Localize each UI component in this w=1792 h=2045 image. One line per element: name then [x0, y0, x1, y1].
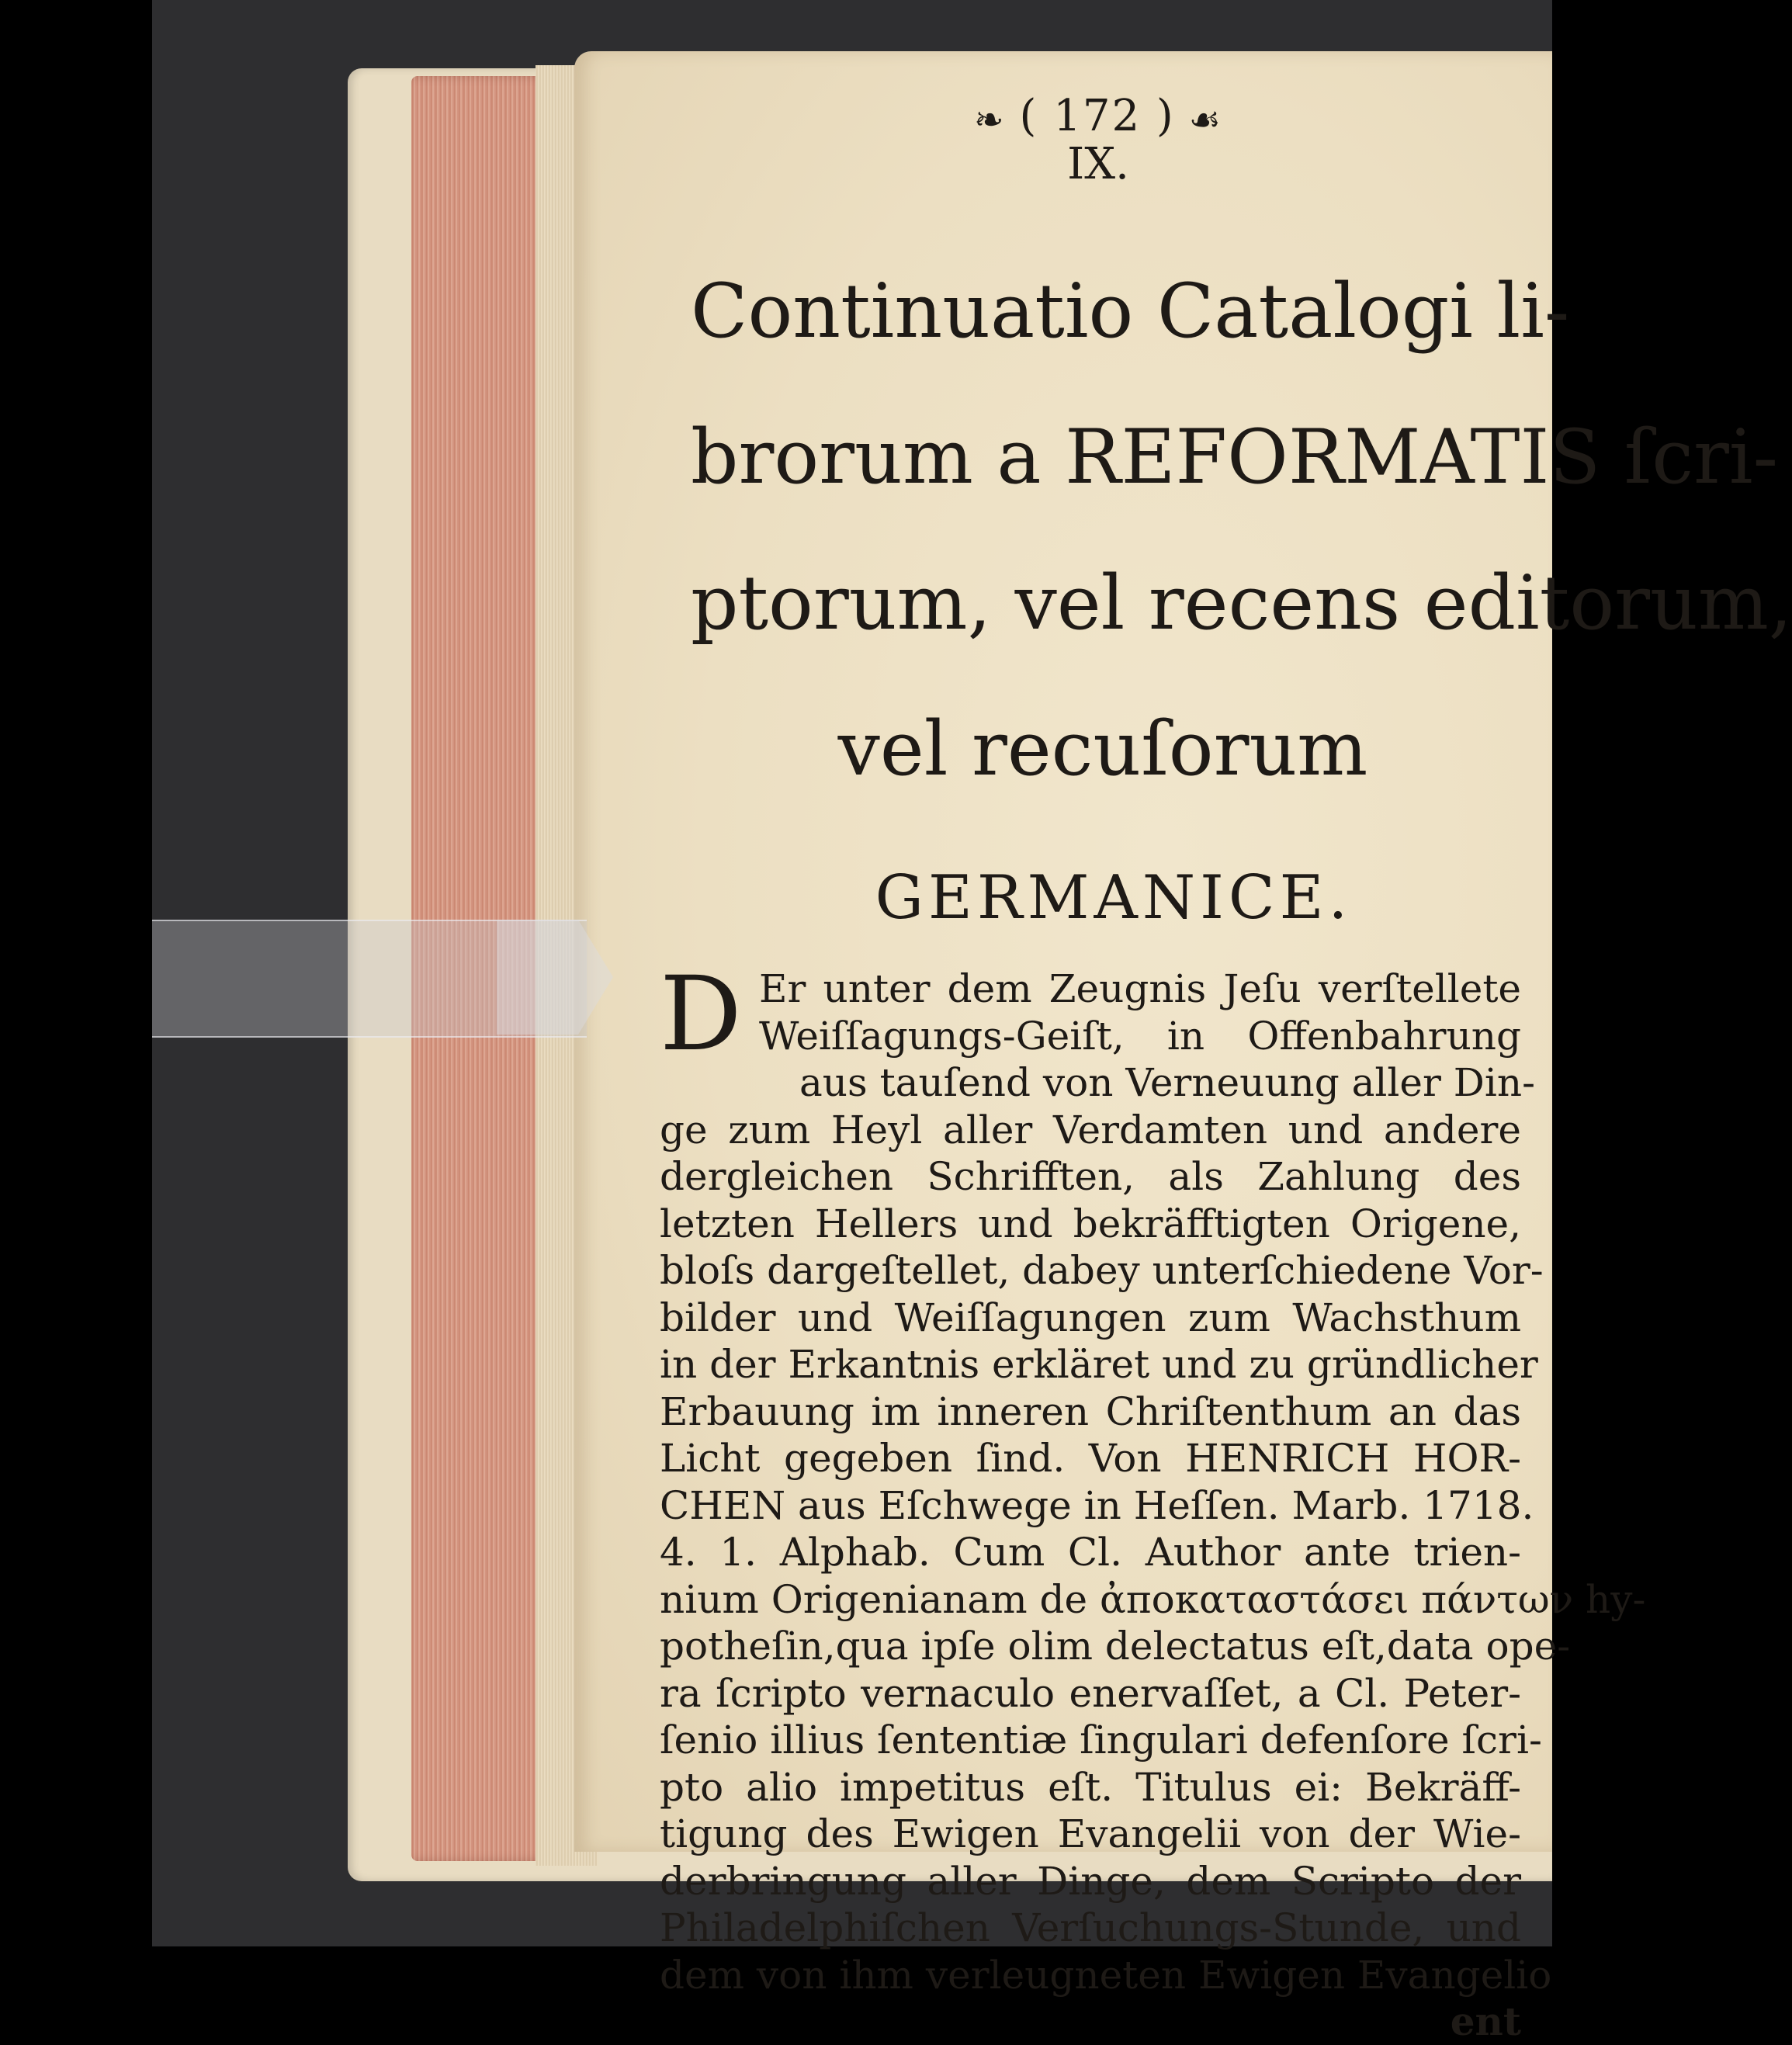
body-text [660, 955, 1646, 2045]
ornament-right-icon: ☙ [1188, 98, 1222, 140]
body-line: aus tauſend von Verneuung aller Din- [799, 1060, 1535, 1105]
body-line: Erbauung im inneren Chriſtenthum an das [660, 1388, 1521, 1434]
drop-cap: D [660, 955, 742, 1074]
catchword: ent [1450, 1998, 1521, 2044]
body-line: dergleichen Schrifften, als Zahlung des [660, 1154, 1521, 1199]
body-line: in der Erkantnis erkläret und zu gründlicher [660, 1342, 1538, 1387]
section-title [660, 202, 1792, 858]
page-text [660, 91, 1792, 2045]
body-line: derbringung aller Dinge, dem Scripto der [660, 1858, 1521, 1904]
page-number: ( 172 ) [1019, 91, 1175, 141]
body-line: ge zum Heyl aller Verdamten und andere [660, 1107, 1521, 1152]
body-line: Licht gegeben ſind. Von HENRICH HOR- [660, 1436, 1521, 1481]
body-line: pto alio impetitus eſt. Titulus ei: Bekräff- [660, 1764, 1521, 1810]
body-line: tigung des Ewigen Evangelii von der Wie- [660, 1811, 1521, 1856]
body-line: ra ſcripto vernaculo enervaſſet, a Cl. Peter- [660, 1670, 1521, 1716]
body-line: 4. 1. Alphab. Cum Cl. Author ante trien- [660, 1530, 1521, 1575]
body-line: letzten Hellers und bekräfftigten Origene, [660, 1201, 1521, 1246]
title-line: brorum a REFORMATIS ſcri- [691, 414, 1779, 501]
body-line: bilder und Weiſſagungen zum Wachsthum [660, 1295, 1521, 1340]
body-line: bloſs dargeſtellet, dabey unterſchiedene Vor- [660, 1248, 1544, 1293]
section-subtitle: GERMANICE. [875, 863, 1353, 933]
body-line: ſenio illius ſententiæ ſingulari defenſore ſcri- [660, 1717, 1542, 1763]
ornament-left-icon: ❧ [974, 98, 1006, 140]
page-header [660, 93, 1521, 141]
section-number: IX. [1067, 139, 1129, 189]
title-line: ptorum, vel recens editorum, [691, 560, 1792, 646]
title-line: Continuatio Catalogi li- [691, 268, 1570, 355]
title-line: vel recuſorum [837, 705, 1368, 792]
body-line: Er unter dem Zeugnis Jeſu verſtellete [759, 966, 1521, 1011]
body-line: nium Origenianam de ἀποκαταστάσει πάντων hy- [660, 1576, 1646, 1622]
body-line: Philadelphiſchen Verſuchungs-Stunde, und [660, 1905, 1521, 1950]
body-line: CHEN aus Eſchwege in Heſſen. Marb. 1718. [660, 1482, 1534, 1528]
body-line: Weiſſagungs-Geiſt, in Offenbahrung [759, 1013, 1521, 1059]
body-line: dem von ihm verleugneten Ewigen Evangelio [660, 1952, 1552, 1998]
body-line: potheſin,qua ipſe olim delectatus eſt,data ope- [660, 1624, 1571, 1669]
